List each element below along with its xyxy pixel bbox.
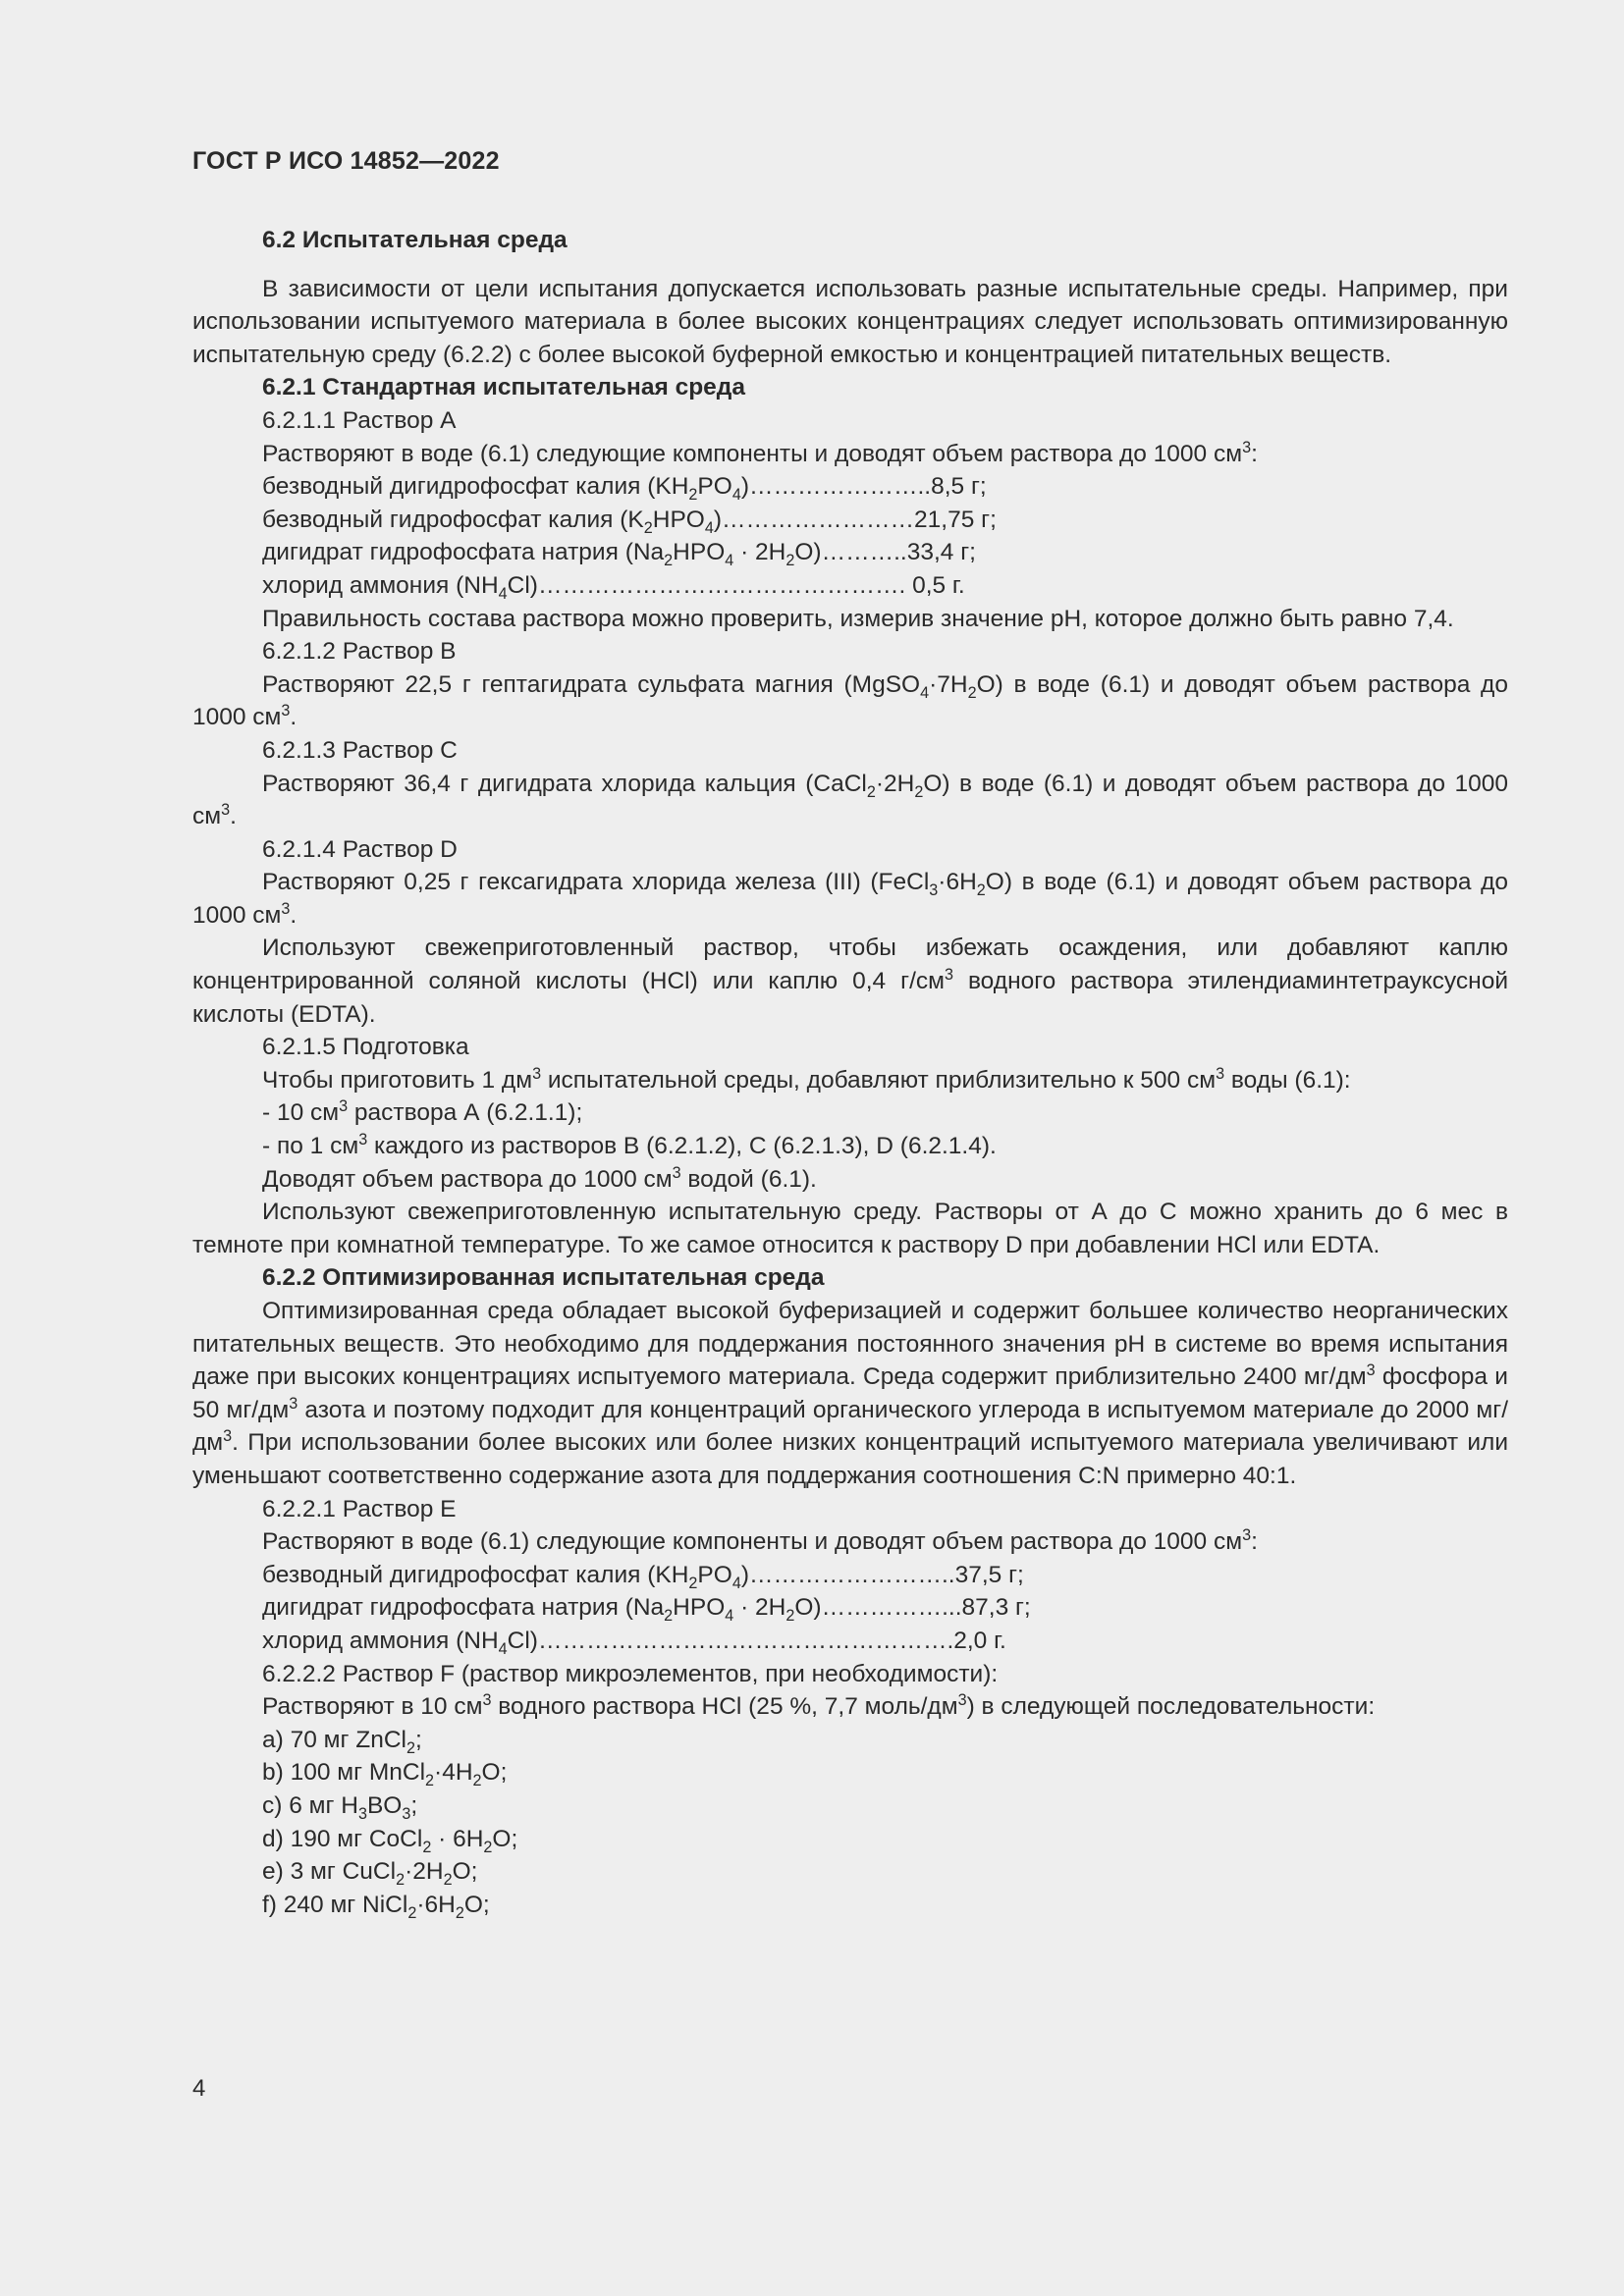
page-number: 4 — [192, 2075, 206, 2102]
section-6-2-text: В зависимости от цели испытания допускается использовать разные испытательные среды. Например, при использовании испытуемого материала в более высоких концентрациях следует использовать оптимизированную испытательную среду (6.2.2) с более высокой буферной емкостью и концентрацией питательных веществ. — [192, 275, 1508, 368]
solution-f-intro: Растворяют в 10 $см^3$ водного раствора HCl (25 %, 7,7 моль/$дм^3$) в следующей последовательности: — [262, 1690, 1376, 1721]
section-6-2-1-title: 6.2.1 Стандартная испытательная среда — [262, 374, 745, 401]
solution-f-item: a) 70 мг ZnCl$_2$; — [262, 1726, 422, 1757]
solution-c-text: Растворяют 36,4 г дигидрата хлорида кальция $(CaCl_2\cdot 2H_2O)$ в воде (6.1) и доводят объем раствора до 1000 $см^3$. — [192, 770, 1508, 830]
section-6-2-title: 6.2 Испытательная среда — [262, 227, 568, 253]
solution-d-note: Используют свежеприготовленный раствор, чтобы избежать осаждения, или добавляют каплю концентрированной соляной кислоты (HCl) или каплю 0,4 $г/см^3$ водного раствора этилендиаминтетрауксусной кислоты (EDTA). — [192, 934, 1509, 1028]
section-6-2-2-2-title: 6.2.2.2 Раствор F (раствор микроэлементов, при необходимости): — [262, 1660, 999, 1687]
solution-f-item: c) 6 мг $H_3BO_3$; — [262, 1791, 418, 1823]
solution-d-text: Растворяют 0,25 г гексагидрата хлорида железа (III) $(FeCl_3\cdot 6H_2O)$ в воде (6.1) и доводят объем раствора до 1000 $см^3$. — [192, 869, 1508, 929]
document-header: ГОСТ Р ИСО 14852—2022 — [192, 147, 500, 175]
section-6-2-2-1-title: 6.2.2.1 Раствор Е — [262, 1495, 457, 1522]
solution-a-component: безводный дигидрофосфат калия $(KH_2PO_4)\dots\dots\dots\dots\dots\dots\dots..8,5$ г; — [262, 473, 987, 505]
solution-a-check: Правильность состава раствора можно проверить, измерив значение pH, которое должно быть равно 7,4. — [262, 605, 1454, 632]
optimized-medium-text: Оптимизированная среда обладает высокой буферизацией и содержит большее количество неорганических питательных веществ. Это необходимо для поддержания постоянного значения pH в системе во время испытания даже при высоких концентрациях испытуемого материала. Среда содержит приблизительно 2400 $мг/дм^3$ фосфора и 50 $мг/дм^3$ азота и поэтому подходит для концентраций органического углерода в испытуемом материале до 2000 $мг/дм^3$. При использовании более высоких или более низких концентраций испытуемого материала увеличивают или уменьшают соответственно содержание азота для поддержания соотношения C:N примерно 40:1. — [192, 1298, 1508, 1489]
preparation-item: - по 1 $см^3$ каждого из растворов В (6.2.1.2), С (6.2.1.3), D (6.2.1.4). — [262, 1130, 997, 1160]
section-6-2-1-2-title: 6.2.1.2 Раствор В — [262, 638, 457, 666]
preparation-final: Доводят объем раствора до 1000 $см^3$ водой (6.1). — [262, 1163, 817, 1193]
solution-f-item: d) 190 мг CoCl$_2$ · $6H_2O$; — [262, 1825, 518, 1856]
solution-f-item: b) 100 мг $MnCl_2\cdot 4H_2O$; — [262, 1759, 508, 1790]
document-body — [192, 224, 1508, 1921]
section-6-2-2-title: 6.2.2 Оптимизированная испытательная среда — [262, 1264, 825, 1292]
solution-a-component: хлорид аммония $(NH_4Cl)\dots\dots\dots\dots\dots\dots\dots\dots\dots\dots\dots\dots\dots\dots\dots$. 0,5 г. — [262, 571, 965, 603]
section-6-2-1-4-title: 6.2.1.4 Раствор D — [262, 835, 458, 863]
solution-e-intro: Растворяют в воде (6.1) следующие компоненты и доводят объем раствора до 1000 $см^3$: — [262, 1526, 1258, 1556]
solution-e-component: дигидрат гидрофосфата натрия ($Na_2HPO_4$ · $2H_2O)\dots\dots\dots\dots\dots...87,3$ г; — [262, 1594, 1031, 1626]
solution-e-component: хлорид аммония $(NH_4Cl)\dots\dots\dots\dots\dots\dots\dots\dots\dots\dots\dots\dots\dots\dots\dots\dots\dots.2,0$ г. — [262, 1627, 1006, 1658]
preparation-item: - 10 $см^3$ раствора А (6.2.1.1); — [262, 1097, 583, 1127]
solution-f-item: f) 240 мг $NiCl_2\cdot 6H_2O$; — [262, 1891, 490, 1922]
solution-b-text: Растворяют 22,5 г гептагидрата сульфата магния $(MgSO_4\cdot 7H_2O)$ в воде (6.1) и доводят объем раствора до 1000 $см^3$. — [192, 670, 1508, 731]
section-6-2-1-5-title: 6.2.1.5 Подготовка — [262, 1034, 469, 1061]
solution-a-intro: Растворяют в воде (6.1) следующие компоненты и доводят объем раствора до 1000 $см^3$: — [262, 438, 1258, 467]
section-6-2-1-3-title: 6.2.1.3 Раствор С — [262, 736, 458, 764]
solution-a-component: безводный гидрофосфат калия $(K_2HPO_4)\dots\dots\dots\dots\dots\dots\dots\dots 21,75$ г; — [262, 506, 997, 537]
solution-a-component: дигидрат гидрофосфата натрия ($Na_2HPO_4$ · $2H_2O)\dots\dots\dots..33,4$ г; — [262, 539, 976, 570]
preparation-text: Чтобы приготовить 1 $дм^3$ испытательной среды, добавляют приблизительно к 500 $см^3$ воды (6.1): — [262, 1064, 1351, 1094]
section-6-2-1-1-title: 6.2.1.1 Раствор А — [262, 406, 457, 434]
solution-f-item: e) 3 мг $CuCl_2\cdot 2H_2O$; — [262, 1858, 478, 1889]
storage-note: Используют свежеприготовленную испытательную среду. Растворы от А до С можно хранить до 6 мес в темноте при комнатной температуре. То же самое относится к раствору D при добавлении HCl или EDTA. — [192, 1199, 1508, 1258]
solution-e-component: безводный дигидрофосфат калия $(KH_2PO_4)\dots\dots\dots\dots\dots\dots\dots\dots..37,5$ г; — [262, 1561, 1024, 1592]
